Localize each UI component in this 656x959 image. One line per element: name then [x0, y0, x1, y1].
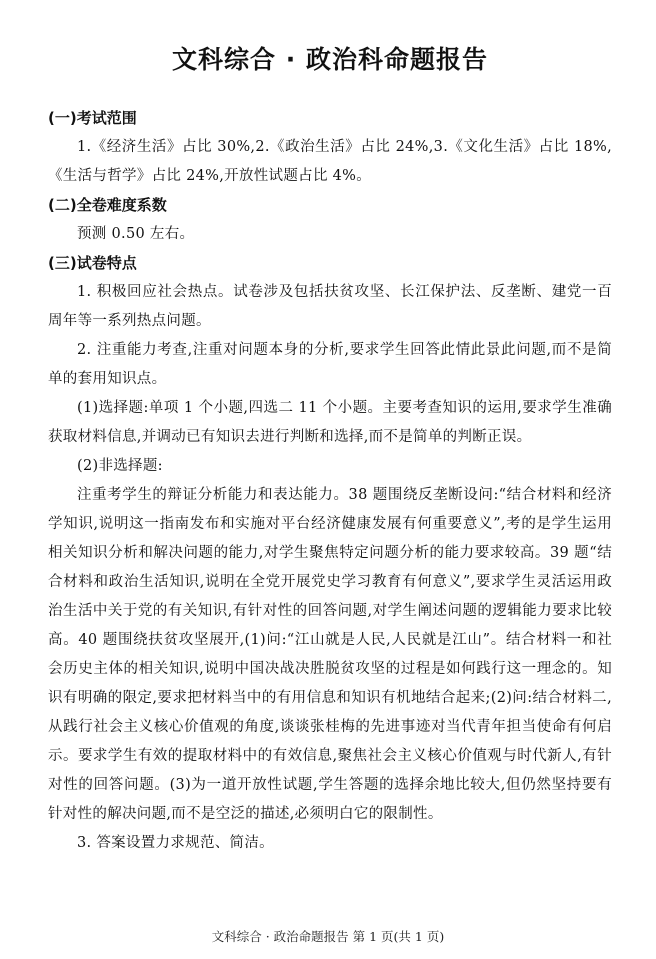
- paragraph-multiple-choice: (1)选择题:单项 1 个小题,四选二 11 个小题。主要考查知识的运用,要求学生准确获取材料信息,并调动已有知识去进行判断和选择,而不是简单的判断正误。: [48, 400, 612, 445]
- section-features: [48, 249, 612, 858]
- section-heading-exam-scope: (一)考试范围: [48, 109, 137, 127]
- paragraph-non-choice-detail: 注重考学生的辩证分析能力和表达能力。38 题围绕反垄断设问:“结合材料和经济学知识,说明这一指南发布和实施对平台经济健康发展有何重要意义”,考的是学生运用相关知识分析和解决问题的能力,对学生聚焦特定问题分析的能力要求较高。39 题“结合材料和政治生活知识,说明在全党开展党史学习教育有何意义”,要求学生灵活运用政治生活中关于党的有关知识,有针对性的回答问题,对学生阐述问题的逻辑能力要求比较高。40 题围绕扶贫攻坚展开,(1)问:“江山就是人民,人民就是江山”。结合材料一和社会历史主体的相关知识,说明中国决战决胜脱贫攻坚的过程是如何践行这一理念的。知识有明确的限定,要求把材料当中的有用信息和知识有机地结合起来;(2)问:结合材料二,从践行社会主义核心价值观的角度,谈谈张桂梅的先进事迹对当代青年担当使命有何启示。要求学生有效的提取材料中的有效信息,聚焦社会主义核心价值观与时代新人,有针对性的回答问题。(3)为一道开放性试题,学生答题的选择余地比较大,但仍然坚持要有针对性的解决问题,而不是空泛的描述,必须明白它的限制性。: [48, 487, 612, 822]
- page-footer: 文科综合 · 政治命题报告 第 1 页(共 1 页): [211, 929, 445, 944]
- section-heading-features: (三)试卷特点: [48, 254, 137, 272]
- paragraph-answer-setting: 3. 答案设置力求规范、简洁。: [77, 835, 274, 851]
- paragraph-feature-hot-topics: 1. 积极回应社会热点。试卷涉及包括扶贫攻坚、长江保护法、反垄断、建党一百周年等一系列热点问题。: [48, 284, 612, 329]
- section-heading-difficulty: (二)全卷难度系数: [48, 196, 167, 214]
- section-difficulty: [48, 191, 612, 249]
- paragraph-difficulty: 预测 0.50 左右。: [77, 226, 195, 242]
- paragraph-feature-ability: 2. 注重能力考查,注重对问题本身的分析,要求学生回答此情此景此问题,而不是简单的套用知识点。: [48, 342, 612, 387]
- paragraph-exam-scope: 1.《经济生活》占比 30%,2.《政治生活》占比 24%,3.《文化生活》占比 18%,《生活与哲学》占比 24%,开放性试题占比 4%。: [48, 139, 612, 184]
- section-exam-scope: [48, 104, 612, 191]
- document-title: 文科综合 · 政治科命题报告: [172, 45, 488, 74]
- document-body: [48, 104, 612, 858]
- paragraph-non-choice-label: (2)非选择题:: [77, 458, 163, 474]
